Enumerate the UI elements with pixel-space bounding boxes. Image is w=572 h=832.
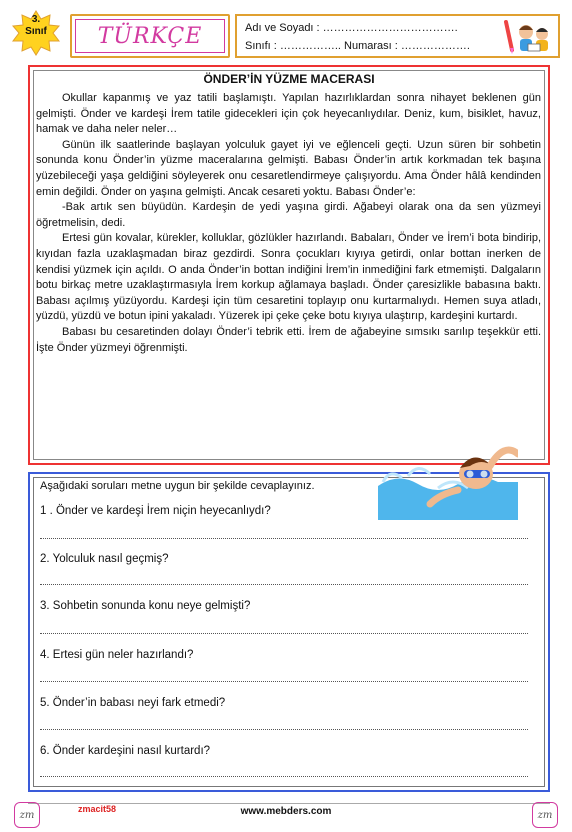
answer-line-5[interactable] <box>40 729 528 730</box>
footer-tag: zmacit58 <box>78 804 117 814</box>
swimmer-illustration <box>378 432 518 520</box>
corner-logo-right: zm <box>532 802 558 828</box>
student-info-box <box>235 14 560 58</box>
class-number-line[interactable]: Sınıfı : …………….. Numarası : ………………. <box>245 40 470 52</box>
question-6: 6. Önder kardeşini nasıl kurtardı? <box>40 745 211 757</box>
grade-number: 3. <box>31 14 41 25</box>
grade-label <box>10 14 62 38</box>
question-4: 4. Ertesi gün neler hazırlandı? <box>40 649 194 661</box>
story-paragraph-2: Günün ilk saatlerinde başlayan yolculuk gayet iyi ve eğlenceli geçti. Uzun süren bir sohbetin sonunda konu Önder’in yüzme maceralarına gelmişti. Babası Önder’in artık korkmadan tek başına yüzebileceği yaşa geldiğini söyleyerek onu cesaretlendirmeye çalışıyordu. Ama Önder hâlâ kendinden emin değildi. Önder on yaşına gelmişti. Ancak cesareti yoktu. Babası Önder’e: <box>36 138 541 198</box>
corner-logo-left: zm <box>14 802 40 828</box>
subject-title: TÜRKÇE <box>97 23 203 49</box>
answer-line-2[interactable] <box>40 584 528 585</box>
footer-site-link[interactable]: www.mebders.com <box>240 806 332 817</box>
question-5: 5. Önder’in babası neyi fark etmedi? <box>40 697 226 709</box>
story-paragraph-4: Ertesi gün kovalar, kürekler, kolluklar, gözlükler hazırlandı. Babaları, Önder ve İrem’i bota bindirip, kıyıdan fazla uzaklaşmadan biraz gezdirdi. Sonra çocukları kıyıya getirdi, onlar bottan inerken de kendisi yüzmek için açıldı. O anda Önder’in bottan indiğini İrem’in inmediğini fark etmemişti. Dalgaların botu birkaç metre uzaklaştırmasıyla İrem korkup ağlamaya başladı. Önder çaresizlikle babasına baktı. Babası açılmış yüzüyordu. Kardeşi için tüm cesaretini toplayıp onu kurtarmalıydı. Hemen suya atladı, yüzdü, yüzdü ve botun ipini yakaladı. Yüzerek ipi çeke çeke botu kıyıya ulaştırıp, kardeşini kurtardı. <box>36 232 541 323</box>
question-1: 1 . Önder ve kardeşi İrem niçin heyecanlıydı? <box>40 505 271 517</box>
subject-box <box>70 14 230 58</box>
story-title: ÖNDER’İN YÜZME MACERASI <box>203 72 375 86</box>
kids-reading-icon <box>500 18 552 56</box>
questions-frame-inner <box>33 477 545 787</box>
question-2: 2. Yolculuk nasıl geçmiş? <box>40 553 169 565</box>
answer-line-4[interactable] <box>40 681 528 682</box>
questions-intro: Aşağıdaki soruları metne uygun bir şekilde cevaplayınız. <box>40 480 315 492</box>
question-3: 3. Sohbetin sonunda konu neye gelmişti? <box>40 600 251 612</box>
story-paragraph-3: -Bak artık sen büyüdün. Kardeşin de yedi yaşına girdi. Ağabeyi olarak ona da sen yüzmeyi öğretmelisin, dedi. <box>36 201 541 229</box>
subject-inner-frame <box>75 19 225 53</box>
story-paragraph-5: Babası bu cesaretinden dolayı Önder’i tebrik etti. İrem de ağabeyine sımsıkı sarılıp teşekkür etti. İşte Önder yüzmeyi öğrenmişti. <box>36 325 541 354</box>
answer-line-1[interactable] <box>40 538 528 539</box>
grade-word: Sınıf <box>25 26 47 37</box>
answer-line-3[interactable] <box>40 633 528 634</box>
name-line[interactable]: Adı ve Soyadı : ………………………………. <box>245 22 458 34</box>
answer-line-6[interactable] <box>40 776 528 777</box>
story-paragraph-1: Okullar kapanmış ve yaz tatili başlamıştı. Yapılan hazırlıklardan sonra nihayet beklenen gün gelmişti. Önder ve kardeşi İrem tatile gidecekleri için çok heyecanlıydılar. Deniz, kum, bisiklet, havuz, hamak ve daha neler neler… <box>36 92 541 136</box>
questions-frame <box>28 472 550 792</box>
story-text <box>36 91 541 356</box>
